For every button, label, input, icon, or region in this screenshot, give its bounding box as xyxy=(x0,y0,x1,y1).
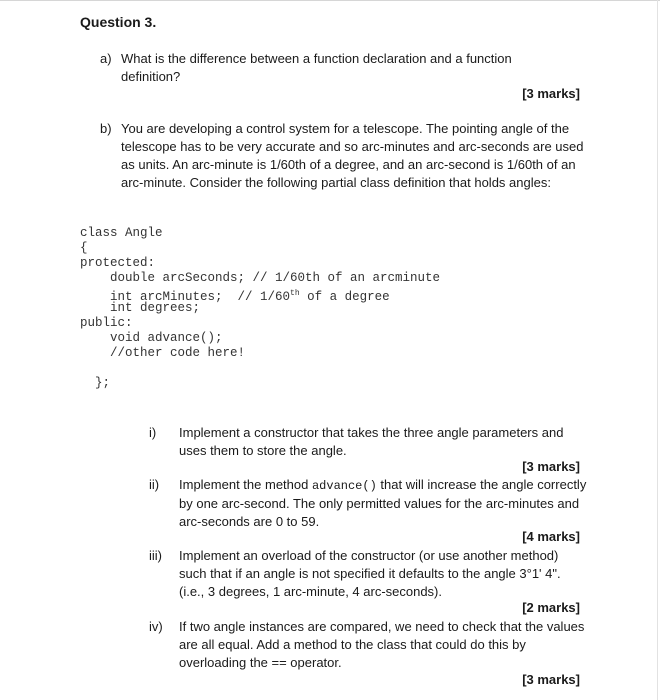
subpart-iii-marks: [2 marks] xyxy=(522,600,580,615)
code-arcminutes-sup: th xyxy=(290,289,300,298)
subpart-i-text: Implement a constructor that takes the three angle parameters and uses them to store the angle. xyxy=(179,425,564,458)
code-arcminutes-part2: of a degree xyxy=(299,290,390,305)
code-line-protected: protected: xyxy=(80,256,156,270)
subpart-ii-text-after: that will increase the angle correctly by one arc-second. The only permitted values for the arc-minutes and arc-seconds are 0 to 59. xyxy=(179,477,587,529)
code-line-class: class Angle xyxy=(80,226,163,240)
code-line-close-brace: }; xyxy=(80,376,111,390)
subpart-iii-text: Implement an overload of the constructor (or use another method) such that if an angle is not specified it defaults to the angle 3°1' 4". (i.e., 3 degrees, 1 arc-minute, 4 arc-seconds). xyxy=(179,548,561,599)
part-b-text: You are developing a control system for a telescope. The pointing angle of the telescope has to be very accurate and so arc-minutes and arc-seconds are used as units. An arc-minute is 1/60th of a degree, and an arc-second is 1/60th of an arc-minute. Consider the following partial class definition that holds angles: xyxy=(121,121,584,190)
code-line-arcseconds: double arcSeconds; // 1/60th of an arcminute xyxy=(80,271,441,285)
subpart-ii-text-before: Implement the method xyxy=(179,477,312,492)
question-title: Question 3. xyxy=(80,14,157,30)
code-line-public: public: xyxy=(80,316,133,330)
page-border-right xyxy=(657,0,658,700)
code-line-open-brace: { xyxy=(80,241,88,255)
code-arcminutes-part1: int arcMinutes; // 1/60 xyxy=(80,290,291,305)
code-line-comment: //other code here! xyxy=(80,346,246,360)
subpart-iv-marks: [3 marks] xyxy=(522,672,580,687)
subpart-i-marks: [3 marks] xyxy=(522,459,580,474)
page-border-top xyxy=(0,0,660,1)
subpart-ii-code: advance() xyxy=(311,479,377,493)
subpart-ii-number: ii) xyxy=(149,477,160,492)
subpart-iii-number: iii) xyxy=(149,548,162,563)
subpart-i-number: i) xyxy=(149,425,157,440)
code-line-advance: void advance(); xyxy=(80,331,223,345)
code-line-degrees: int degrees; xyxy=(80,301,201,315)
part-a-text: What is the difference between a function declaration and a function definition? xyxy=(121,51,512,84)
subpart-iv-text: If two angle instances are compared, we need to check that the values are all equal. Add a method to the class that could do this by overloading the == operator. xyxy=(179,619,585,670)
subpart-ii-marks: [4 marks] xyxy=(522,529,580,544)
part-b-label: b) xyxy=(100,121,112,136)
subpart-iv-number: iv) xyxy=(149,619,163,634)
subpart-ii-text xyxy=(179,476,589,531)
part-a-label: a) xyxy=(100,51,112,66)
part-a-marks: [3 marks] xyxy=(522,86,580,101)
